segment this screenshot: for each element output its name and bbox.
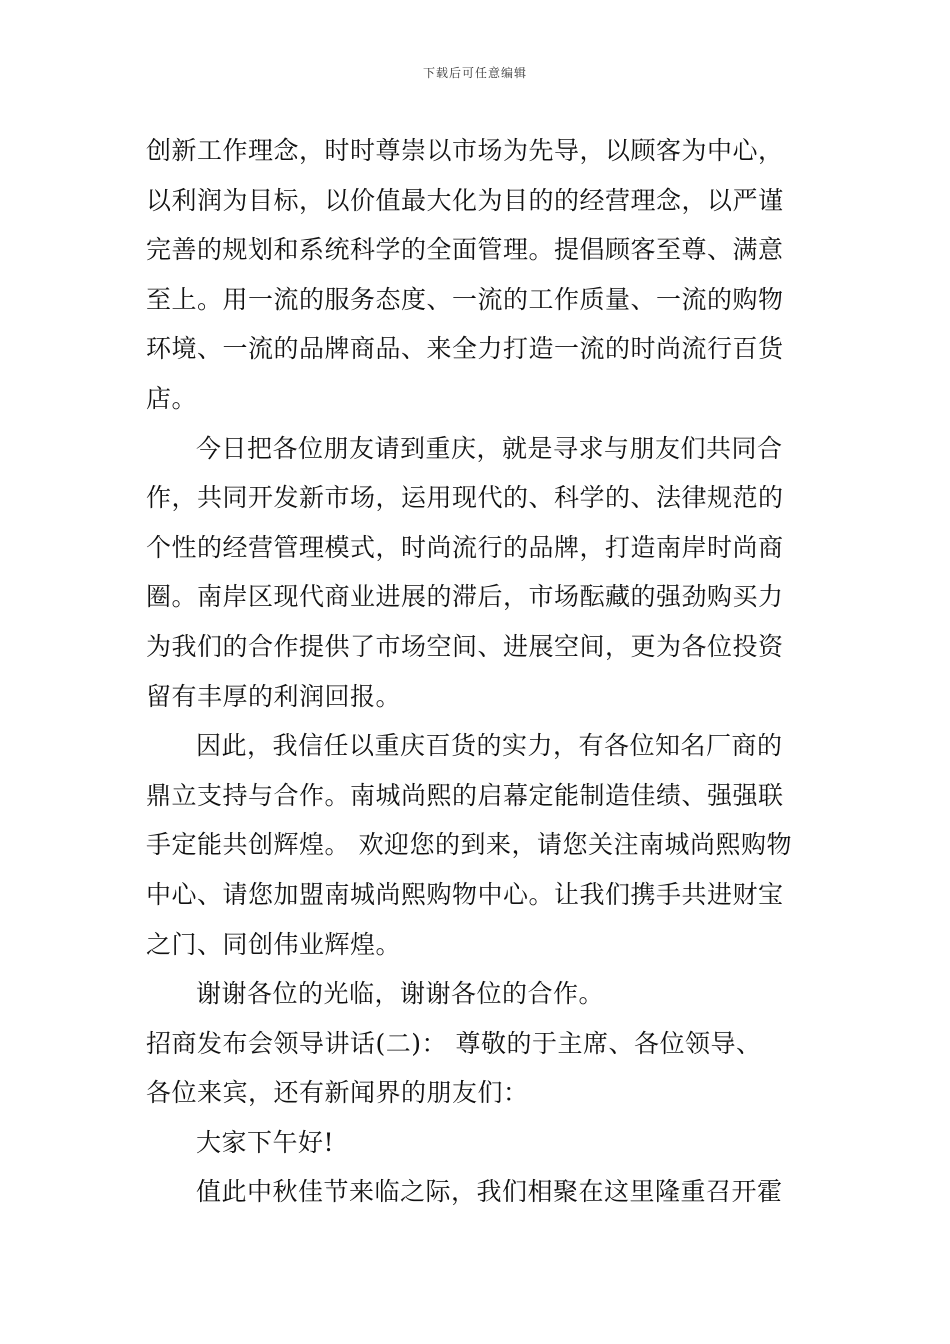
text-line: 中心、请您加盟南城尚熙购物中心。让我们携手共进财宝 xyxy=(146,879,784,909)
text-line: 鼎立支持与合作。南城尚熙的启幕定能制造佳绩、强强联 xyxy=(146,780,784,810)
text-line: 个性的经营管理模式，时尚流行的品牌，打造南岸时尚商 xyxy=(146,532,784,562)
page-header: 下载后可任意编辑 xyxy=(422,66,527,80)
text-line: 环境、一流的品牌商品、来全力打造一流的时尚流行百货 xyxy=(146,334,784,364)
document-body xyxy=(146,126,806,1217)
text-line: 谢谢各位的光临，谢谢各位的合作。 xyxy=(196,979,605,1009)
text-line: 圈。南岸区现代商业进展的滞后，市场酝藏的强劲购买力 xyxy=(146,582,784,612)
text-line: 以利润为目标，以价值最大化为目的的经营理念，以严谨 xyxy=(146,185,784,215)
text-line: 店。 xyxy=(146,383,198,413)
text-line: 之门、同创伟业辉煌。 xyxy=(146,929,402,959)
text-line: 为我们的合作提供了市场空间、进展空间，更为各位投资 xyxy=(146,631,784,661)
text-line: 值此中秋佳节来临之际，我们相聚在这里隆重召开霍 xyxy=(196,1177,783,1207)
text-line: 作，共同开发新市场，运用现代的、科学的、法律规范的 xyxy=(146,483,784,513)
text-line: 大家下午好! xyxy=(196,1127,335,1157)
text-line: 招商发布会领导讲话(二)： 尊敬的于主席、各位领导、 xyxy=(146,1028,762,1058)
text-line: 创新工作理念，时时尊崇以市场为先导，以顾客为中心， xyxy=(146,136,784,165)
text-line: 因此，我信任以重庆百货的实力，有各位知名厂商的 xyxy=(196,731,783,761)
text-line: 今日把各位朋友请到重庆，就是寻求与朋友们共同合 xyxy=(196,433,783,463)
text-line: 留有丰厚的利润回报。 xyxy=(146,681,402,711)
text-line: 各位来宾，还有新闻界的朋友们： xyxy=(146,1078,529,1108)
text-line: 至上。用一流的服务态度、一流的工作质量、一流的购物 xyxy=(146,284,784,314)
text-line: 完善的规划和系统科学的全面管理。提倡顾客至尊、满意 xyxy=(146,235,784,265)
text-line: 手定能共创辉煌。 欢迎您的到来，请您关注南城尚熙购物 xyxy=(146,830,792,860)
